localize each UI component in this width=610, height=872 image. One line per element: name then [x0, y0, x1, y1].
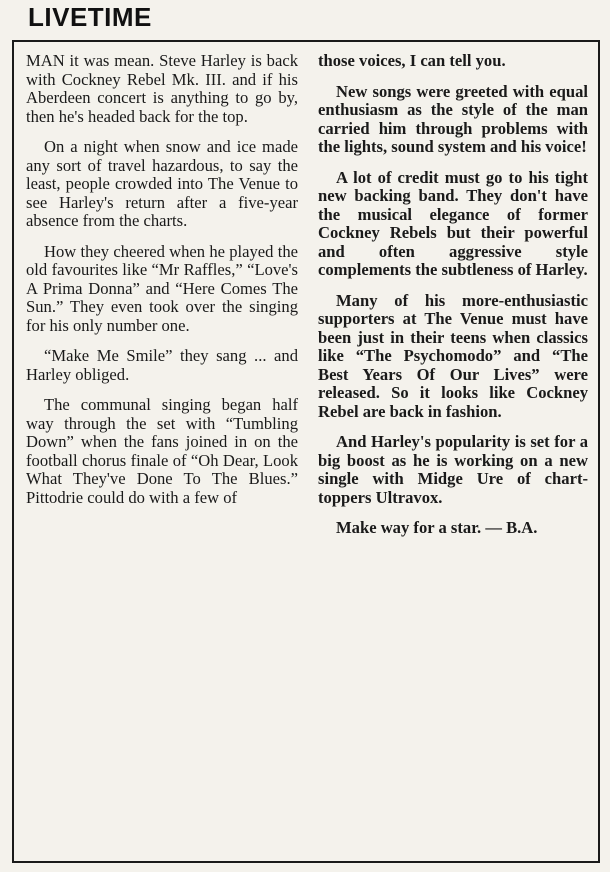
paragraph: Many of his more-enthusiastic supporters at The Venue must have been just in their teens when classics like “The Psychomodo” and “The Best Years Of Our Lives” were released. So it looks like Cockney Rebel are back in fashion. — [318, 290, 588, 421]
paragraph: And Harley's popularity is set for a big boost as he is working on a new single with Midge Ure of chart-toppers Ultravox. — [318, 432, 588, 507]
paragraph: MAN it was mean. Steve Harley is back with Cockney Rebel Mk. III. and if his Aberdeen concert is anything to go by, then he's headed back for the top. — [26, 51, 298, 126]
paragraph: On a night when snow and ice made any sort of travel hazardous, to say the least, people crowded into The Venue to see Harley's return after a five-year absence from the charts. — [26, 137, 298, 230]
paragraph: those voices, I can tell you. — [318, 51, 506, 70]
paragraph: How they cheered when he played the old favourites like “Mr Raffles,” “Love's A Prima Donna” and “Here Comes The Sun.” They even took over the singing for his only number one. — [26, 241, 298, 335]
paragraph: “Make Me Smile” they sang ... and Harley obliged. — [26, 346, 298, 384]
paragraph: New songs were greeted with equal enthusiasm as the style of the man carried him through problems with the lights, sound system and his voice! — [318, 81, 588, 156]
byline: Make way for a star. — B.A. — [336, 518, 538, 537]
article-column-right — [318, 52, 588, 550]
article-column-left — [26, 52, 298, 519]
section-heading: LIVETIME — [28, 2, 152, 32]
paragraph: A lot of credit must go to his tight new backing band. They don't have the musical elegance of former Cockney Rebels but their powerful and often aggressive style complements the subtleness of Harley. — [318, 167, 588, 279]
paragraph: The communal singing began half way through the set with “Tumbling Down” when the fans joined in on the football chorus finale of “Oh Dear, Look What They've Done To The Blues.” Pittodrie could do with a few of — [26, 395, 298, 507]
